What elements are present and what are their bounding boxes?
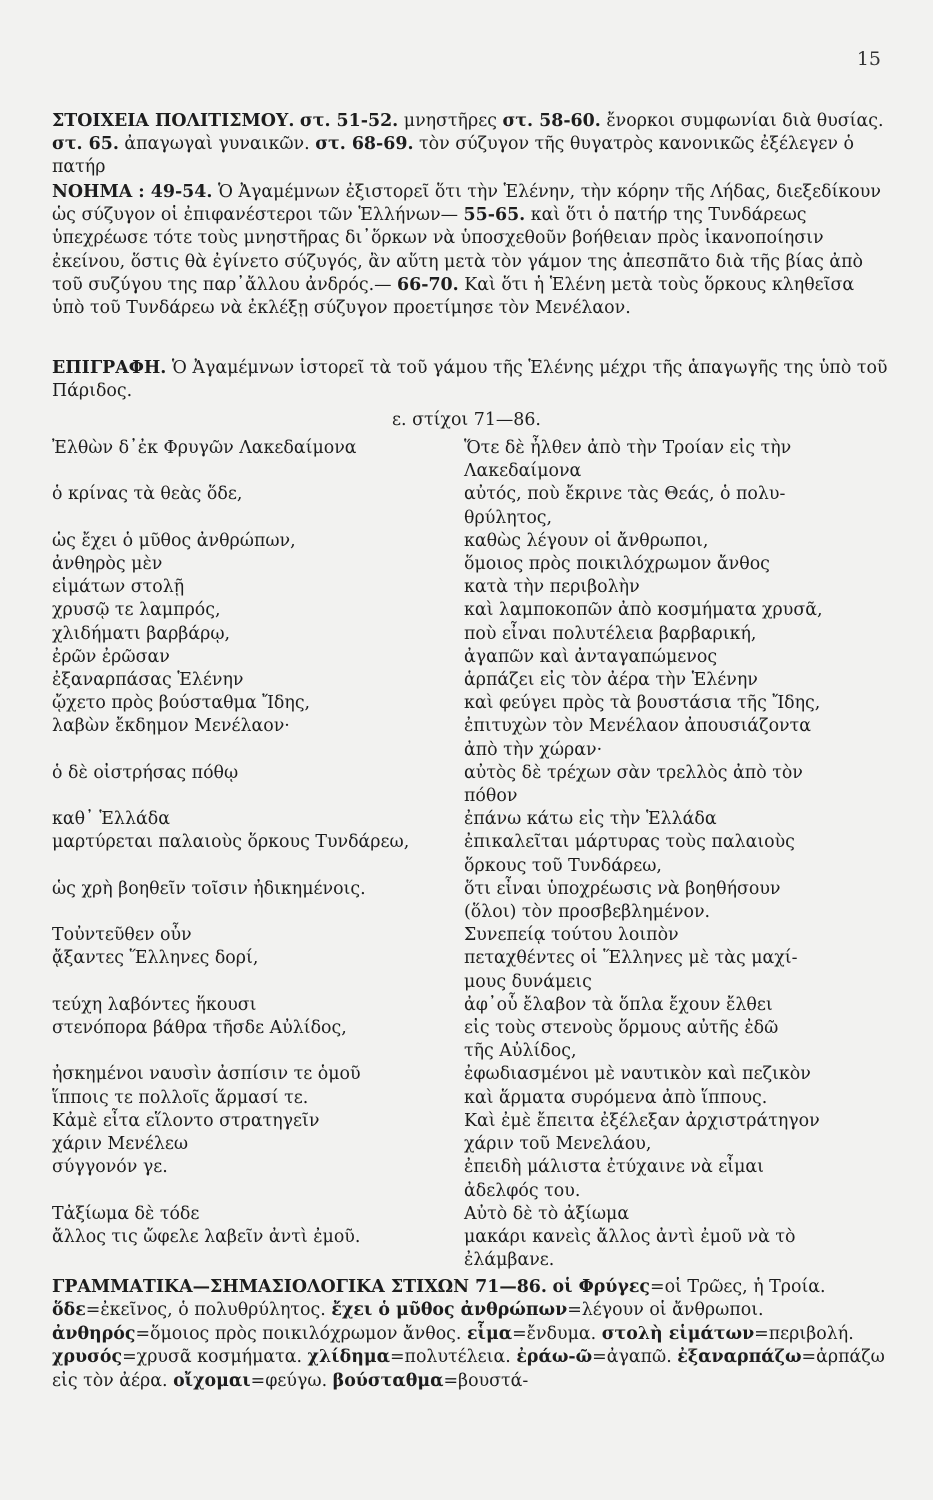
elements-ref: στ. 68-69. <box>315 134 414 155</box>
ancient-greek-line <box>52 507 464 530</box>
modern-greek-line: ποὺ εἶναι πολυτέλεια βαρβαρική, <box>464 623 757 644</box>
modern-greek-line: ἐπάνω κάτω εἰς τὴν Ἑλλάδα <box>464 809 717 830</box>
modern-greek-line: Αὐτὸ δὲ τὸ ἀξίωμα <box>464 1203 630 1224</box>
verse-row <box>52 669 902 692</box>
modern-greek-line: καὶ ἅρματα συρόμενα ἀπὸ ἵππους. <box>464 1087 768 1108</box>
ancient-greek-line: ἀνθηρὸς μὲν <box>52 554 163 575</box>
elements-ref: στ. 58-60. <box>502 111 601 131</box>
noima-head: ΝΟΗΜΑ : 49-54. <box>52 182 213 202</box>
ancient-greek-line: ἠσκημένοι ναυσὶν ἀσπίσιν τε ὁμοῦ <box>52 1064 361 1085</box>
ancient-greek-line <box>52 971 464 994</box>
ancient-greek-line: χλιδήματι βαρβάρῳ, <box>52 623 231 644</box>
ancient-greek-line: χάριν Μενέλεω <box>52 1134 189 1155</box>
epigrafi-text: Ὁ Ἀγαμέμνων ἱστορεῖ τὰ τοῦ γάμου τῆς Ἑλένης μέχρι τῆς ἁπαγωγῆς της ὑπὸ τοῦ Πάριδος. <box>52 358 888 402</box>
modern-greek-line: ἀπὸ τὴν χώραν· <box>464 739 603 760</box>
gloss-definition: =ἀγαπῶ. <box>592 1347 672 1368</box>
modern-greek-line: τῆς Αὐλίδος, <box>464 1041 577 1062</box>
verse-row <box>52 1226 902 1249</box>
modern-greek-line: ἁρπάζει εἰς τὸν ἀέρα τὴν Ἑλένην <box>464 670 758 691</box>
ancient-greek-line <box>52 1180 464 1203</box>
ancient-greek-line: μαρτύρεται παλαιοὺς ὅρκους Τυνδάρεω, <box>52 832 410 853</box>
gloss-definition: =περιβολή. <box>754 1323 854 1344</box>
ancient-greek-line: ᾄξαντες Ἕλληνες δορί, <box>52 948 259 969</box>
verse-row <box>52 901 902 924</box>
modern-greek-line: κατὰ τὴν περιβολὴν <box>464 577 640 598</box>
verse-row <box>52 646 902 669</box>
verse-row <box>52 1040 902 1063</box>
verse-row <box>52 437 902 460</box>
verse-row <box>52 739 902 762</box>
ancient-greek-line: Κἀμὲ εἶτα εἵλοντο στρατηγεῖν <box>52 1110 320 1131</box>
modern-greek-line: μακάρι κανεὶς ἄλλος ἀντὶ ἐμοῦ νὰ τὸ <box>464 1226 796 1247</box>
noima-text: Καὶ ὅτι ἡ Ἑλένη μετὰ τοὺς ὅρκους κληθεῖσα ὑπὸ τοῦ Τυνδάρεω νὰ ἐκλέξῃ σύζυγον προετίμησε τὸν Μενέλαον. <box>52 274 855 319</box>
gloss-term: ἐξαναρπάζω <box>677 1347 802 1368</box>
noima-ref: 55-65. <box>463 205 526 226</box>
verse-row <box>52 599 902 622</box>
modern-greek-line: καθὼς λέγουν οἱ ἄνθρωποι, <box>464 530 709 551</box>
gloss-definition: =ἔνδυμα. <box>512 1323 597 1344</box>
gloss-definition: =λέγουν οἱ ἄνθρωποι. <box>567 1300 764 1321</box>
modern-greek-line: εἰς τοὺς στενοὺς ὅρμους αὐτῆς ἐδῶ <box>464 1018 779 1039</box>
ancient-greek-line: ὡς ἔχει ὁ μῦθος ἀνθρώπων, <box>52 530 296 551</box>
modern-greek-line: αὐτός, ποὺ ἔκρινε τὰς Θεάς, ὁ πολυ- <box>464 484 786 505</box>
gloss-term: εἷμα <box>466 1323 513 1344</box>
verse-row <box>52 576 902 599</box>
verse-row <box>52 1087 902 1110</box>
verse-row <box>52 947 902 970</box>
verse-row <box>52 971 902 994</box>
modern-greek-line: καὶ λαμποκοπῶν ἀπὸ κοσμήματα χρυσᾶ, <box>464 600 823 621</box>
noima-paragraph <box>52 181 890 320</box>
ancient-greek-line: καθ᾿ Ἑλλάδα <box>52 809 170 830</box>
section-heading: ε. στίχοι 71—86. <box>392 410 541 430</box>
ancient-greek-line: Τοὐντεῦθεν οὖν <box>52 925 192 946</box>
gloss-term: ἔχει ὁ μῦθος ἀνθρώπων <box>331 1300 568 1321</box>
ancient-greek-line: ἐρῶν ἐρῶσαν <box>52 646 170 667</box>
ancient-greek-line <box>52 1040 464 1063</box>
epigrafi-head: ΕΠΙΓΡΑΦΗ. <box>52 358 167 378</box>
gloss-term: στολὴ εἱμάτων <box>601 1323 755 1344</box>
noima-text: καὶ ὅτι ὁ πατήρ της Τυνδάρεως ὑπεχρέωσε τότε τοὺς μνηστῆρας δι᾿ὅρκων νὰ ὑποσχεθοῦν βοήθειαν πρὸς ἱκανοποίησιν ἐκείνου, ὅστις θὰ ἐγίνετο σύζυγός, ἂν αὕτη μετὰ τὸν γάμον της ἀπεσπᾶτο διὰ τῆς βίας ἀπὸ τοῦ συζύγου της παρ᾿ἄλλου ἀνδρός.— <box>52 205 864 295</box>
modern-greek-line: ἀγαπῶν καὶ ἀνταγαπώμενος <box>464 646 718 667</box>
verse-row <box>52 831 902 854</box>
gloss-term: ἀνθηρός <box>52 1323 136 1344</box>
modern-greek-line: ὅτι εἶναι ὑποχρέωσις νὰ βοηθήσουν <box>464 878 781 899</box>
verse-row <box>52 715 902 738</box>
modern-greek-line: Λακεδαίμονα <box>464 461 582 482</box>
parallel-text <box>52 437 902 1272</box>
gloss-term: χρυσός <box>52 1347 123 1368</box>
noima-text: Ὁ Ἀγαμέμνων ἐξιστορεῖ ὅτι τὴν Ἑλένην, τὴν κόρην τῆς Λήδας, διεξεδίκουν ὡς σύζυγον οἱ ἐπιφανέστεροι τῶν Ἑλλήνων— <box>52 182 881 226</box>
verse-row <box>52 785 902 808</box>
gloss-term: ἐράω-ῶ <box>516 1347 593 1368</box>
grammatika-head: ΓΡΑΜΜΑΤΙΚΑ—ΣΗΜΑΣΙΟΛΟΓΙΚΑ ΣΤΙΧΩΝ 71—86. <box>52 1277 547 1297</box>
modern-greek-line: ἐπειδὴ μάλιστα ἐτύχαινε νὰ εἶμαι <box>464 1157 764 1178</box>
gloss-definition: =οἱ Τρῶες, ἡ Τροία. <box>650 1277 826 1297</box>
modern-greek-line: Καὶ ἐμὲ ἔπειτα ἐξέλεξαν ἀρχιστράτηγον <box>464 1110 820 1131</box>
gloss-term: βούσταθμα <box>332 1370 444 1391</box>
ancient-greek-line <box>52 1249 464 1272</box>
modern-greek-line: καὶ φεύγει πρὸς τὰ βουστάσια τῆς Ἴδης, <box>464 693 821 714</box>
verse-row <box>52 1203 902 1226</box>
modern-greek-line: θρύλητος, <box>464 507 553 528</box>
gloss-term: χλίδημα <box>307 1347 390 1368</box>
modern-greek-line: αὐτὸς δὲ τρέχων σὰν τρελλὸς ἀπὸ τὸν <box>464 762 803 783</box>
ancient-greek-line: Ἐλθὼν δ᾿ἐκ Φρυγῶν Λακεδαίμονα <box>52 438 357 458</box>
elements-head: ΣΤΟΙΧΕΙΑ ΠΟΛΙΤΙΣΜΟΥ. <box>52 111 295 131</box>
modern-greek-line: μους δυνάμεις <box>464 971 592 992</box>
ancient-greek-line: ὡς χρὴ βοηθεῖν τοῖσιν ἠδικημένοις. <box>52 878 366 899</box>
noima-ref: 66-70. <box>397 274 459 295</box>
gloss-definition: =ἁρπάζω εἰς τὸν ἀέρα. <box>52 1347 885 1391</box>
grammatika-paragraph <box>52 1276 890 1393</box>
ancient-greek-line: τεύχη λαβόντες ἥκουσι <box>52 994 257 1015</box>
verse-row <box>52 623 902 646</box>
ancient-greek-line: στενόπορα βάθρα τῆσδε Αὐλίδος, <box>52 1018 347 1039</box>
modern-greek-line: ἐφωδιασμένοι μὲ ναυτικὸν καὶ πεζικὸν <box>464 1064 811 1085</box>
gloss-definition: =βουστά- <box>443 1370 529 1391</box>
ancient-greek-line <box>52 855 464 878</box>
verse-row <box>52 1133 902 1156</box>
modern-greek-line: ὅμοιος πρὸς ποικιλόχρωμον ἄνθος <box>464 554 770 575</box>
gloss-definition: =ἐκεῖνος, ὁ πολυθρύλητος. <box>85 1300 326 1321</box>
ancient-greek-line <box>52 785 464 808</box>
ancient-greek-line: ᾤχετο πρὸς βούσταθμα Ἴδης, <box>52 693 311 714</box>
verse-row <box>52 1110 902 1133</box>
page-number: 15 <box>856 48 881 70</box>
verse-row <box>52 762 902 785</box>
verse-row <box>52 1017 902 1040</box>
gloss-definition: =ὅμοιος πρὸς ποικιλόχρωμον ἄνθος. <box>135 1323 462 1344</box>
ancient-greek-line <box>52 460 464 483</box>
ancient-greek-line: ἄλλος τις ὤφελε λαβεῖν ἀντὶ ἐμοῦ. <box>52 1226 361 1247</box>
ancient-greek-line: ὁ κρίνας τὰ θεὰς ὅδε, <box>52 484 243 505</box>
modern-greek-line: (ὅλοι) τὸν προσβεβλημένον. <box>464 902 711 923</box>
ancient-greek-line <box>52 901 464 924</box>
ancient-greek-line: λαβὼν ἔκδημον Μενέλαον· <box>52 716 290 737</box>
elements-text: ἀπαγωγαὶ γυναικῶν. <box>124 134 310 155</box>
modern-greek-line: πεταχθέντες οἱ Ἕλληνες μὲ τὰς μαχί- <box>464 948 798 969</box>
gloss-definition: =φεύγω. <box>250 1370 328 1391</box>
elements-ref: στ. 65. <box>52 134 119 155</box>
verse-row <box>52 1063 902 1086</box>
elements-paragraph <box>52 110 890 180</box>
epigrafi-paragraph <box>52 357 890 403</box>
verse-row <box>52 507 902 530</box>
verse-row <box>52 855 902 878</box>
gloss-term: ὅδε <box>52 1300 86 1321</box>
elements-text: ἔνορκοι συμφωνίαι διὰ θυσίας. <box>606 111 884 131</box>
ancient-greek-line: σύγγονόν γε. <box>52 1157 168 1178</box>
ancient-greek-line: ἵπποις τε πολλοῖς ἅρμασί τε. <box>52 1087 309 1108</box>
gloss-definition: =πολυτέλεια. <box>389 1347 511 1368</box>
gloss-term: οἴχομαι <box>173 1370 251 1391</box>
gloss-definition: =χρυσᾶ κοσμήματα. <box>122 1347 303 1368</box>
modern-greek-line: ἐλάμβανε. <box>464 1250 555 1271</box>
verse-row <box>52 1249 902 1272</box>
verse-row <box>52 994 902 1017</box>
ancient-greek-line: χρυσῷ τε λαμπρός, <box>52 600 221 621</box>
verse-row <box>52 924 902 947</box>
ancient-greek-line: ἐξαναρπάσας Ἑλένην <box>52 670 244 691</box>
verse-row <box>52 1156 902 1179</box>
verse-row <box>52 483 902 506</box>
modern-greek-line: ἀφ᾿οὗ ἔλαβον τὰ ὅπλα ἔχουν ἔλθει <box>464 994 773 1015</box>
modern-greek-line: πόθον <box>464 786 518 807</box>
modern-greek-line: ἀδελφός του. <box>464 1180 581 1201</box>
verse-row <box>52 808 902 831</box>
verse-row <box>52 460 902 483</box>
verse-row <box>52 878 902 901</box>
verse-row <box>52 530 902 553</box>
modern-greek-line: ἐπικαλεῖται μάρτυρας τοὺς παλαιοὺς <box>464 832 795 853</box>
elements-text: τὸν σύζυγον τῆς θυγατρὸς κανονικῶς ἐξέλεγεν ὁ πατήρ <box>52 134 854 178</box>
gloss-term: οἱ Φρύγες <box>552 1277 650 1297</box>
modern-greek-line: ἐπιτυχὼν τὸν Μενέλαον ἀπουσιάζοντα <box>464 716 811 737</box>
elements-ref: στ. 51-52. <box>299 111 399 131</box>
modern-greek-line: ὅρκους τοῦ Τυνδάρεω, <box>464 855 662 876</box>
modern-greek-line: Ὅτε δὲ ἦλθεν ἀπὸ τὴν Τροίαν εἰς τὴν <box>464 438 792 458</box>
ancient-greek-line: Τἀξίωμα δὲ τόδε <box>52 1203 200 1224</box>
verse-row <box>52 553 902 576</box>
modern-greek-line: Συνεπείᾳ τούτου λοιπὸν <box>464 925 679 946</box>
modern-greek-line: χάριν τοῦ Μενελάου, <box>464 1134 652 1155</box>
ancient-greek-line <box>52 739 464 762</box>
verse-row <box>52 692 902 715</box>
elements-text: μνηστῆρες <box>403 111 497 131</box>
verse-row <box>52 1180 902 1203</box>
ancient-greek-line: ὁ δὲ οἰστρήσας πόθῳ <box>52 762 239 783</box>
ancient-greek-line: εἱμάτων στολῇ <box>52 577 185 598</box>
